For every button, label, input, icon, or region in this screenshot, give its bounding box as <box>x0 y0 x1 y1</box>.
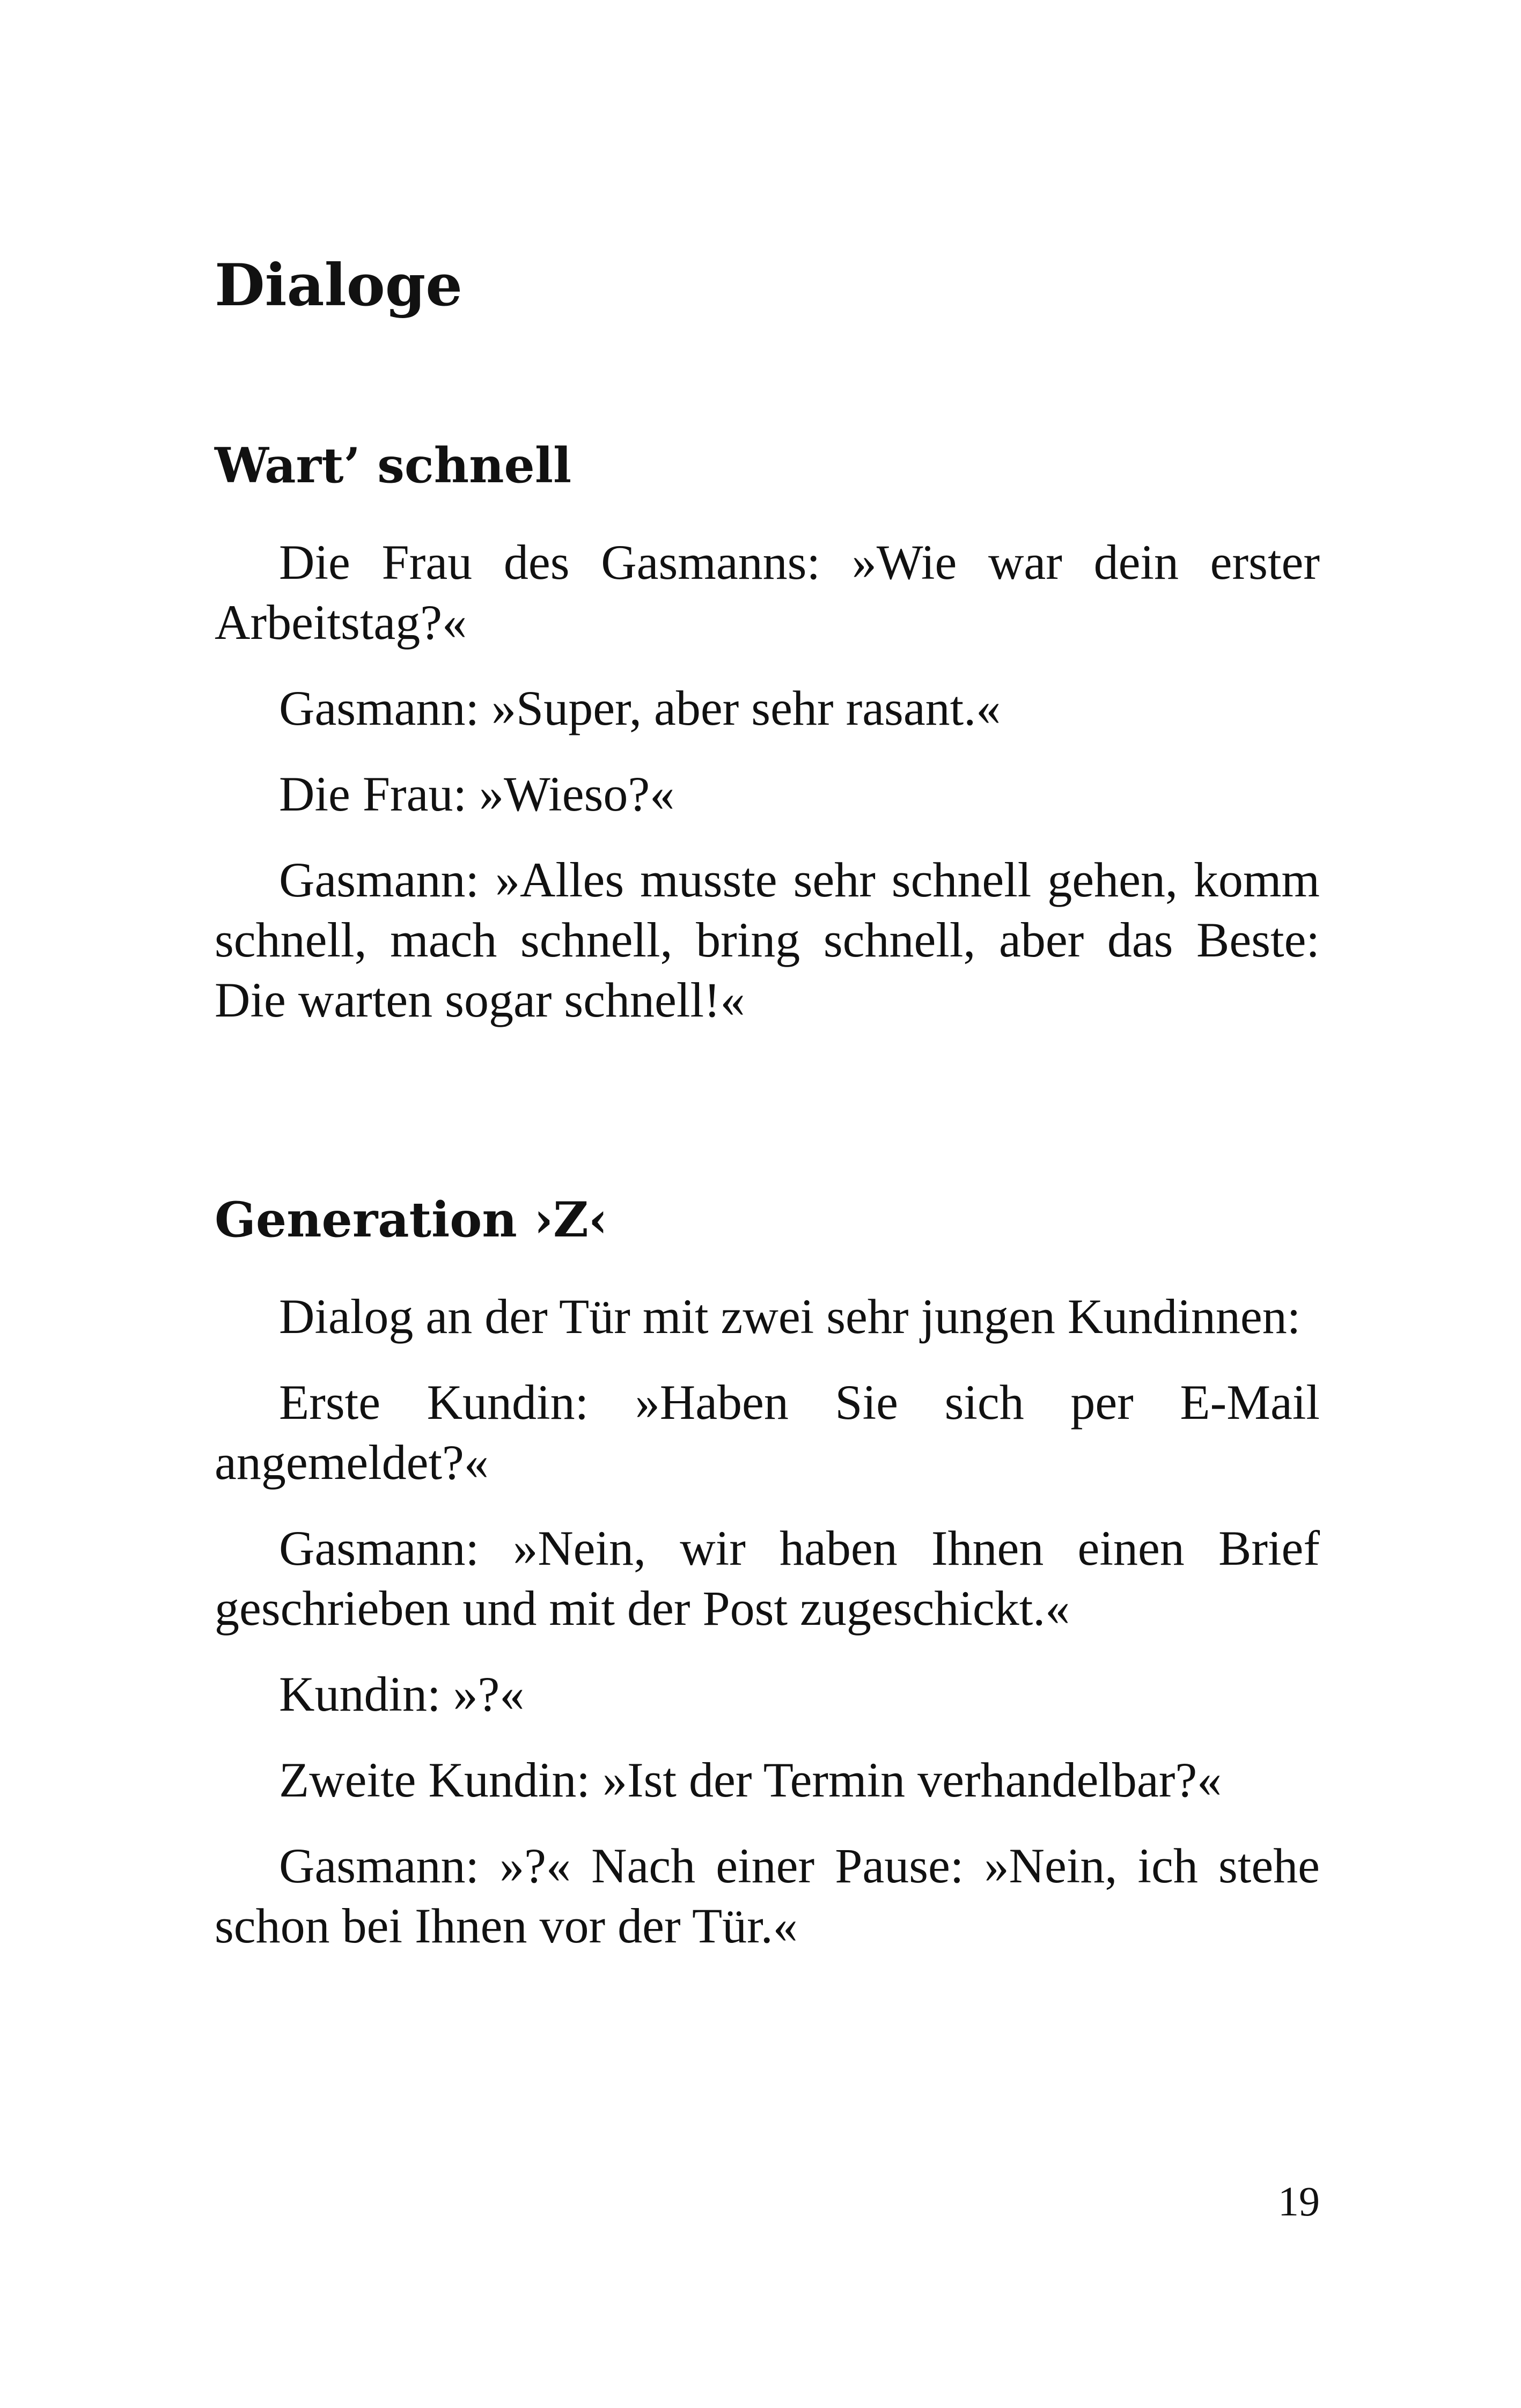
section-generation-z <box>215 1191 1320 1956</box>
page-content <box>215 252 1320 2117</box>
paragraph: Erste Kundin: »Haben Sie sich per E-Mail angemeldet?« <box>215 1375 1320 1490</box>
paragraph: Die Frau: »Wieso?« <box>279 767 675 822</box>
paragraph: Dialog an der Tür mit zwei sehr jungen Kundinnen: <box>279 1289 1301 1344</box>
paragraph: Kundin: »?« <box>279 1667 525 1722</box>
paragraph: Gasmann: »Nein, wir haben Ihnen einen Brief geschrieben und mit der Post zugeschickt.« <box>215 1521 1320 1636</box>
section-wart-schnell <box>215 437 1320 1030</box>
paragraph: Gasmann: »Alles musste sehr schnell gehen, komm schnell, mach schnell, bring schnell, aber das Beste: Die warten sogar schnell!« <box>215 852 1320 1028</box>
paragraph: Zweite Kundin: »Ist der Termin verhandelbar?« <box>279 1752 1222 1808</box>
paragraph: Gasmann: »?« Nach einer Pause: »Nein, ich stehe schon bei Ihnen vor der Tür.« <box>215 1838 1320 1954</box>
paragraph: Gasmann: »Super, aber sehr rasant.« <box>279 681 1001 736</box>
section-title: Wart’ schnell <box>215 437 572 495</box>
page-number: 19 <box>1278 2178 1320 2225</box>
section-title: Generation ›Z‹ <box>215 1191 608 1249</box>
paragraph: Die Frau des Gasmanns: »Wie war dein erster Arbeitstag?« <box>215 535 1320 650</box>
chapter-title: Dialoge <box>215 252 462 319</box>
